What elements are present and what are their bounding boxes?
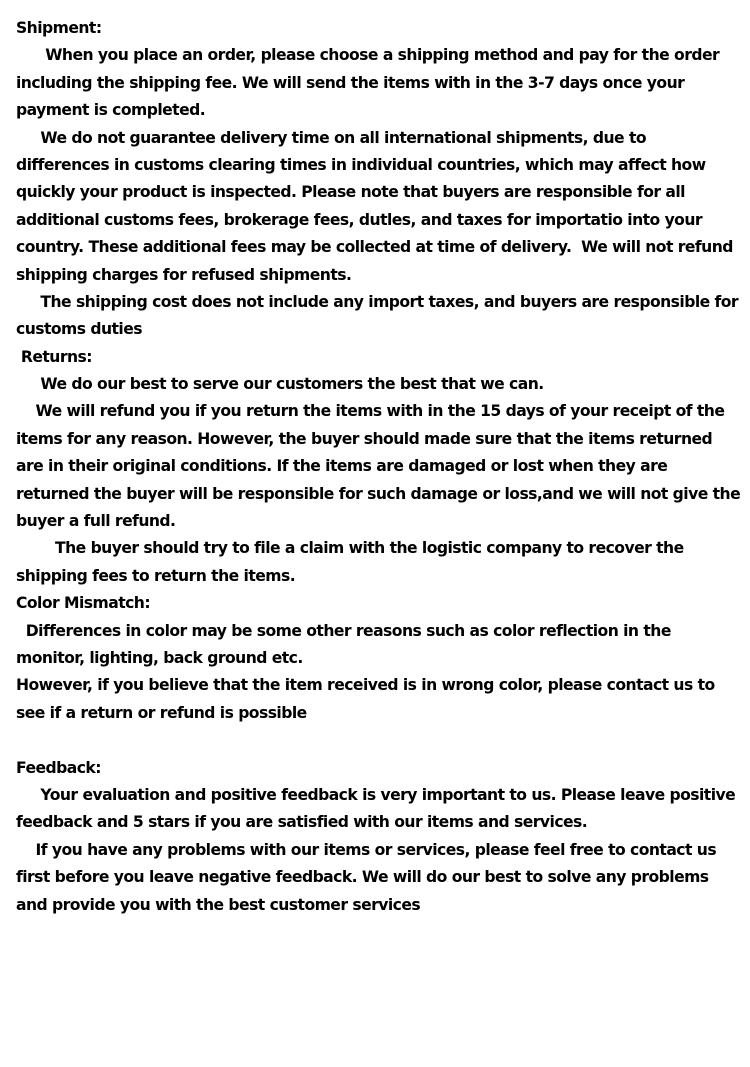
returns-line: are in their original conditions. If the items are damaged or lost when they are (16, 457, 668, 476)
color-mismatch-section (16, 590, 742, 727)
color-mismatch-heading: Color Mismatch: (16, 594, 151, 613)
returns-line: buyer a full refund. (16, 512, 176, 531)
policy-document (16, 15, 742, 919)
shipment-line: differences in customs clearing times in individual countries, which may affect how (16, 155, 706, 174)
feedback-line: feedback and 5 stars if you are satisfied with our items and services. (16, 813, 588, 832)
feedback-line: first before you leave negative feedback. We will do our best to solve any problems (16, 868, 709, 887)
section-spacer (16, 727, 742, 754)
shipment-line: additional customs fees, brokerage fees, dutles, and taxes for importatio into your (16, 210, 703, 229)
returns-section (16, 344, 742, 591)
shipment-line: country. These additional fees may be collected at time of delivery. We will not refund (16, 238, 733, 257)
color-mismatch-line: However, if you believe that the item received is in wrong color, please contact us to (16, 676, 715, 695)
feedback-heading: Feedback: (16, 758, 101, 777)
shipment-line: payment is completed. (16, 101, 206, 120)
feedback-line: and provide you with the best customer services (16, 895, 421, 914)
returns-line: items for any reason. However, the buyer should made sure that the items returned (16, 429, 713, 448)
returns-line: The buyer should try to file a claim with the logistic company to recover the (16, 539, 684, 558)
feedback-line: Your evaluation and positive feedback is very important to us. Please leave positive (16, 785, 736, 804)
feedback-line: If you have any problems with our items or services, please feel free to contact us (16, 840, 717, 859)
returns-line: returned the buyer will be responsible for such damage or loss,and we will not give the (16, 484, 741, 503)
shipment-line: We do not guarantee delivery time on all international shipments, due to (16, 128, 647, 147)
shipment-line: including the shipping fee. We will send the items with in the 3-7 days once your (16, 73, 685, 92)
shipment-heading: Shipment: (16, 19, 102, 37)
shipment-line: The shipping cost does not include any import taxes, and buyers are responsible for (16, 292, 739, 311)
color-mismatch-line: monitor, lighting, back ground etc. (16, 648, 303, 667)
returns-heading: Returns: (16, 347, 92, 366)
feedback-section (16, 755, 742, 919)
returns-line: We will refund you if you return the items with in the 15 days of your receipt of the (16, 402, 725, 421)
shipment-line: quickly your product is inspected. Please note that buyers are responsible for all (16, 183, 685, 202)
returns-line: We do our best to serve our customers the best that we can. (16, 375, 544, 394)
shipment-section (16, 15, 742, 344)
shipment-line: customs duties (16, 320, 142, 339)
color-mismatch-line: see if a return or refund is possible (16, 703, 307, 722)
shipment-line: shipping charges for refused shipments. (16, 265, 352, 284)
returns-line: shipping fees to return the items. (16, 566, 296, 585)
shipment-line: When you place an order, please choose a shipping method and pay for the order (16, 46, 720, 65)
color-mismatch-line: Differences in color may be some other reasons such as color reflection in the (16, 621, 671, 640)
